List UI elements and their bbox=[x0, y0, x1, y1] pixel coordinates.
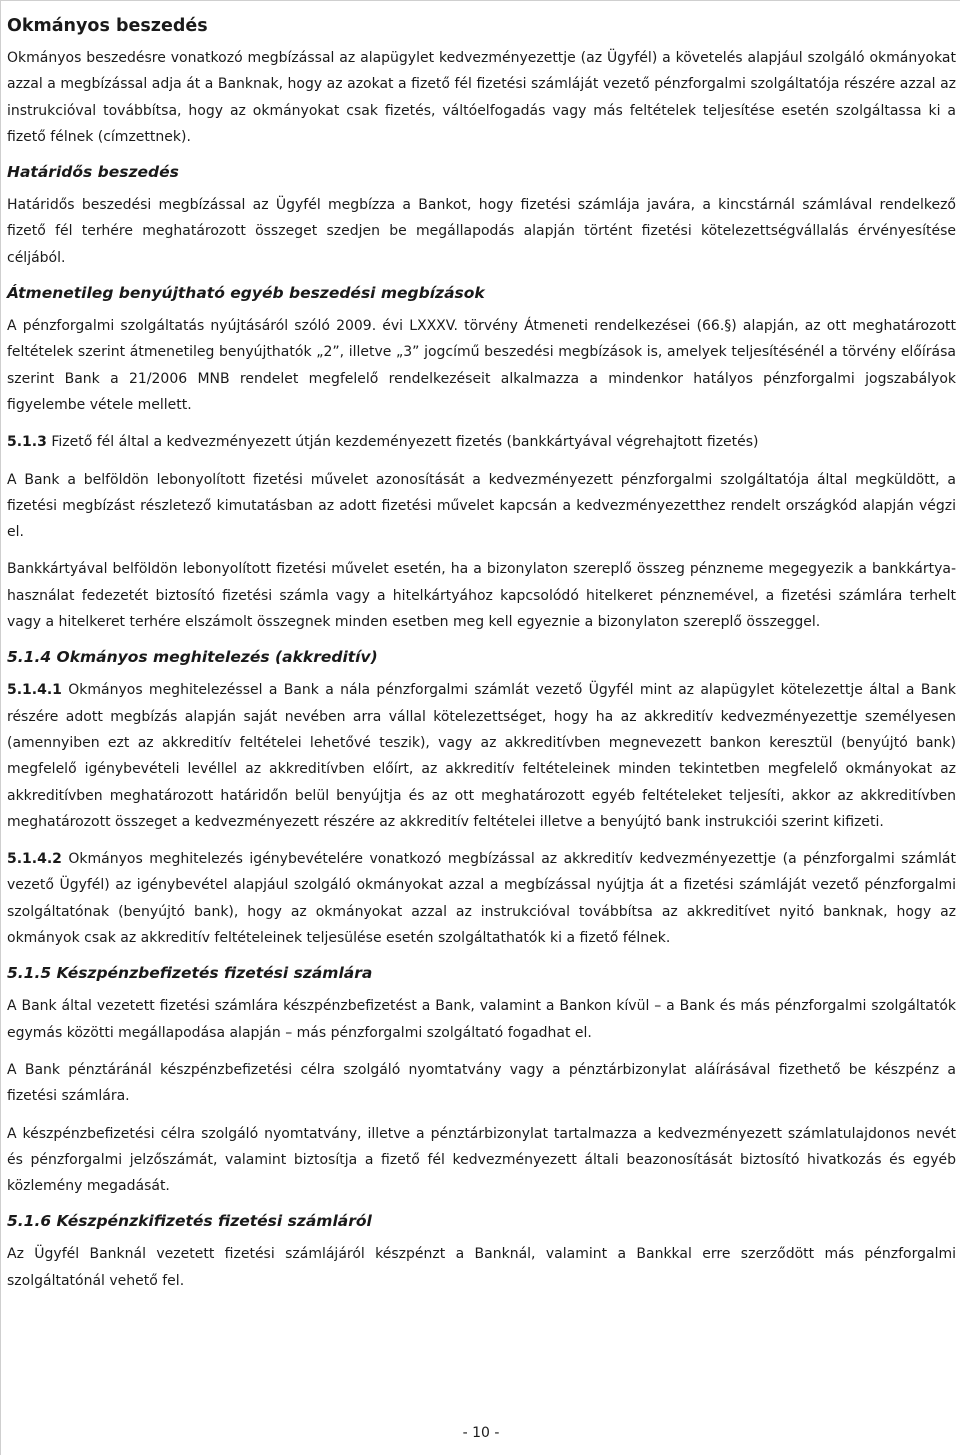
paragraph-513-b: Bankkártyával belföldön lebonyolított fizetési művelet esetén, ha a bizonylaton szereplő összeg pénzneme megegyezik a bankkártya-használat fedezetét biztosító fizetési számla vagy a hitelkártyához kapcsolódó hitelkeret pénznemével, a fizetési számlára terhelt vagy a hitelkeret terhére elszámolt összegnek minden esetben meg kell egyeznie a bizonylaton szereplő összeggel. bbox=[7, 561, 956, 631]
paragraph-atmeneti-beszedesi: A pénzforgalmi szolgáltatás nyújtásáról szóló 2009. évi LXXXV. törvény Átmeneti rendelkezései (66.§) alapján, az ott meghatározott feltételek szerint átmenetileg benyújthatók „2”, illetve „3” jogcímű beszedési megbízások is, amelyek teljesítésénél a törvény előírása szerint Bank a 21/2006 MNB rendelet megfelelő rendelkezéseit alkalmazza a mindenkor hatályos pénzforgalmi jogszabályok figyelembe vétele mellett. bbox=[7, 318, 956, 413]
section-number-5142: 5.1.4.2 bbox=[7, 851, 62, 868]
paragraph-515-a: A Bank által vezetett fizetési számlára készpénzbefizetést a Bank, valamint a Bankon kívül – a Bank és más pénzforgalmi szolgáltatók egymás közötti megállapodása alapján – más pénzforgalmi szolgáltató fogadhat el. bbox=[7, 998, 956, 1041]
paragraph-515-b: A Bank pénztáránál készpénzbefizetési célra szolgáló nyomtatvány vagy a pénztárbizonylat aláírásával fizethető be készpénz a fizetési számlára. bbox=[7, 1061, 956, 1105]
paragraph-513-heading bbox=[7, 429, 956, 455]
heading-hataridos-beszedes: Határidős beszedés bbox=[7, 163, 179, 182]
paragraph-hataridos-beszedes: Határidős beszedési megbízással az Ügyfél megbízza a Bankot, hogy fizetési számlája javára, a kincstárnál számlával rendelkező fizető fél terhére meghatározott összeget szedjen be megállapodás alapján történt fizetési kötelezettségvállalás érvényesítése céljából. bbox=[7, 197, 956, 266]
section-number-5141: 5.1.4.1 bbox=[7, 682, 62, 699]
heading-516-keszpenzkifizetes: 5.1.6 Készpénzkifizetés fizetési számláról bbox=[7, 1212, 372, 1231]
section-text-5142: Okmányos meghitelezés igénybevételére vonatkozó megbízással az akkreditív kedvezményezettje (a pénzforgalmi számlát vezető Ügyfél) az igénybevétel alapjául szolgáló okmányokat azzal a megbízással nyújtja át a fizetési számláját vezető pénzforgalmi szolgáltatónak (benyújtó bank), hogy az okmányokat azzal az instrukcióval továbbítsa az akkreditívet nyitó banknak, hogy az okmányok csak az akkreditív feltételeinek teljesülése esetén szolgáltathatók ki a fizető félnek. bbox=[7, 851, 956, 947]
paragraph-5141 bbox=[7, 677, 956, 835]
paragraph-516: Az Ügyfél Banknál vezetett fizetési számlájáról készpénzt a Banknál, valamint a Bankkal erre szerződött más pénzforgalmi szolgáltatónál vehető fel. bbox=[7, 1246, 956, 1289]
section-text-5141: Okmányos meghitelezéssel a Bank a nála pénzforgalmi számlát vezető Ügyfél mint az alapügylet kötelezettje által a Bank részére adott megbízás alapján saját nevében arra vállal kötelezettséget, hogy ha az akkreditív kedvezményezettje személyesen (amennyiben ezt az akkreditív feltételei lehetővé teszik), vagy az akkreditívben megnevezett bankon keresztül (benyújtó bank) megfelelő igénybevételi levéllel az akkreditívben előírt, az akkreditív feltételeinek minden tekintetben megfelelő okmányokat az akkreditívben meghatározott határidőn belül benyújtja és az ott meghatározott egyéb feltételeket teljesíti, akkor az akkreditívben meghatározott összeget a kedvezményezett részére az akkreditív feltételei illetve a benyújtó bank instrukciói szerint kifizeti. bbox=[7, 682, 956, 830]
heading-atmeneti-beszedesi: Átmenetileg benyújtható egyéb beszedési megbízások bbox=[7, 284, 485, 303]
paragraph-5142 bbox=[7, 846, 956, 951]
section-title-okmanyos-beszedes: Okmányos beszedés bbox=[7, 16, 208, 36]
page-number: - 10 - bbox=[462, 1425, 500, 1441]
paragraph-okmanyos-beszedes: Okmányos beszedésre vonatkozó megbízással az alapügylet kedvezményezettje (az Ügyfél) a követelés alapjául szolgáló okmányokat azzal a megbízással adja át a Banknak, hogy az azokat a fizető fél fizetési számláját vezető pénzforgalmi szolgáltatója részére azzal az instrukcióval továbbítsa, hogy az okmányokat csak fizetés, váltóelfogadás vagy más feltételek teljesítése esetén szolgáltassa ki a fizető félnek (címzettnek). bbox=[7, 50, 956, 145]
paragraph-513-a: A Bank a belföldön lebonyolított fizetési művelet azonosítását a kedvezményezett pénzforgalmi szolgáltatója által megküldött, a fizetési megbízást részletező kimutatásban az adott fizetési művelet kapcsán a kedvezményezetthez rendelt országkód alapján végzi el. bbox=[7, 471, 956, 541]
document-body bbox=[7, 15, 956, 1305]
heading-514-akkreditiv: 5.1.4 Okmányos meghitelezés (akkreditív) bbox=[7, 648, 378, 667]
section-text-513: Fizető fél által a kedvezményezett útján kezdeményezett fizetés (bankkártyával végrehajtott fizetés) bbox=[46, 434, 759, 451]
heading-515-keszpenzbefizetes: 5.1.5 Készpénzbefizetés fizetési számlára bbox=[7, 964, 373, 983]
section-number-513: 5.1.3 bbox=[7, 434, 47, 451]
paragraph-515-c: A készpénzbefizetési célra szolgáló nyomtatvány, illetve a pénztárbizonylat tartalmazza a kedvezményezett számlatulajdonos nevét és pénzforgalmi jelzőszámát, valamint biztosítja a fizető fél kedvezményezett általi beazonosítását biztosító hivatkozás és egyéb közlemény megadását. bbox=[7, 1125, 956, 1195]
